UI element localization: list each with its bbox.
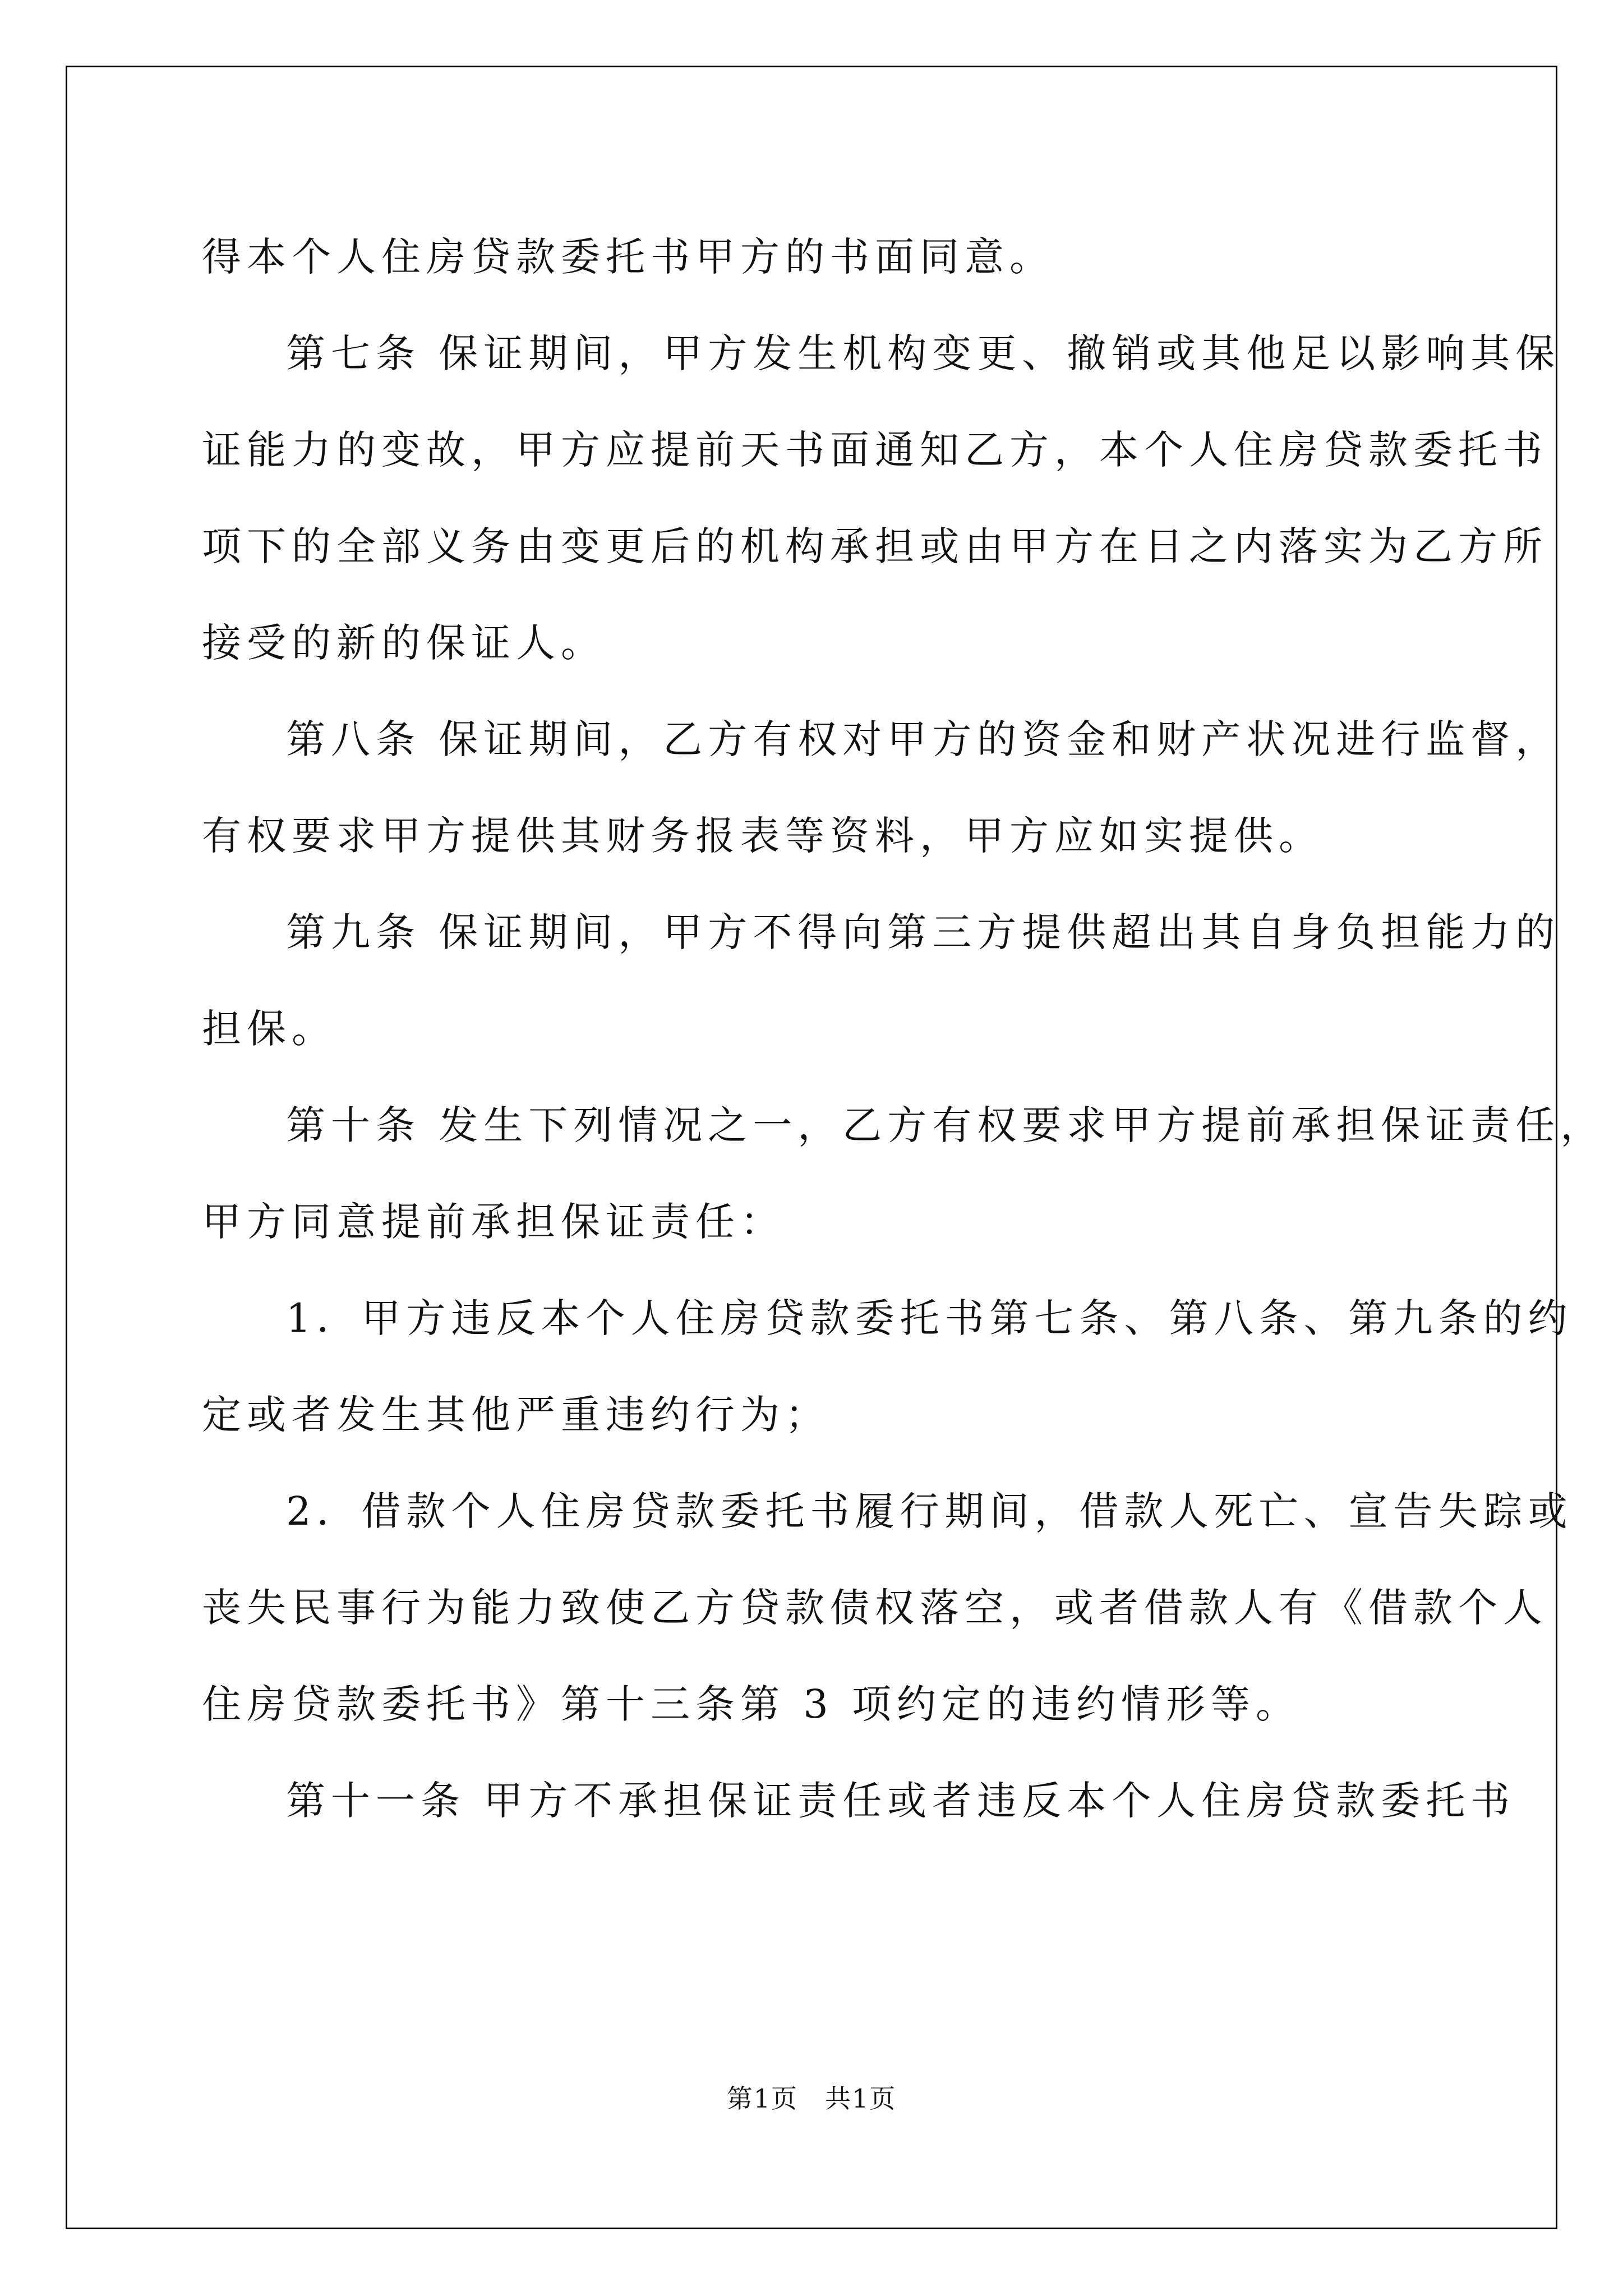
document-body bbox=[202, 209, 1606, 1849]
text-line: 担保。 bbox=[202, 1006, 336, 1052]
text-line: 项下的全部义务由变更后的机构承担或由甲方在日之内落实为乙方所 bbox=[202, 523, 1548, 569]
text-line: 2．借款个人住房贷款委托书履行期间，借款人死亡、宣告失踪或 bbox=[286, 1488, 1573, 1534]
text-line: 证能力的变故，甲方应提前天书面通知乙方，本个人住房贷款委托书 bbox=[202, 427, 1548, 473]
paragraph bbox=[202, 305, 1561, 691]
paragraph bbox=[202, 691, 1561, 884]
text-line: 第十条 发生下列情况之一，乙方有权要求甲方提前承担保证责任， bbox=[286, 1102, 1606, 1148]
text-line: 第九条 保证期间，甲方不得向第三方提供超出其自身负担能力的 bbox=[286, 909, 1561, 955]
paragraph bbox=[202, 884, 1561, 1077]
text-line: 第七条 保证期间，甲方发生机构变更、撤销或其他足以影响其保 bbox=[286, 330, 1561, 376]
text-line: 定或者发生其他严重违约行为； bbox=[202, 1392, 830, 1438]
page-footer bbox=[0, 2078, 1623, 2115]
text-line: 丧失民事行为能力致使乙方贷款债权落空，或者借款人有《借款个人 bbox=[202, 1585, 1548, 1631]
text-line: 1．甲方违反本个人住房贷款委托书第七条、第八条、第九条的约 bbox=[286, 1295, 1573, 1341]
text-line: 第十一条 甲方不承担保证责任或者违反本个人住房贷款委托书 bbox=[286, 1778, 1516, 1824]
page-number-total: 共1页 bbox=[825, 2083, 897, 2114]
paragraph bbox=[202, 1077, 1606, 1270]
text-line: 接受的新的保证人。 bbox=[202, 620, 606, 666]
text-line: 甲方同意提前承担保证责任： bbox=[202, 1199, 785, 1245]
paragraph bbox=[202, 1270, 1573, 1463]
paragraph bbox=[202, 1463, 1573, 1752]
paragraph bbox=[202, 1752, 1516, 1849]
paragraph bbox=[202, 209, 1453, 305]
text-line: 第八条 保证期间，乙方有权对甲方的资金和财产状况进行监督， bbox=[286, 716, 1561, 762]
text-line: 得本个人住房贷款委托书甲方的书面同意。 bbox=[202, 234, 1054, 280]
page-number-current: 第1页 bbox=[726, 2083, 798, 2114]
text-line: 有权要求甲方提供其财务报表等资料，甲方应如实提供。 bbox=[202, 813, 1324, 859]
text-line: 住房贷款委托书》第十三条第 3 项约定的违约情形等。 bbox=[202, 1681, 1301, 1727]
